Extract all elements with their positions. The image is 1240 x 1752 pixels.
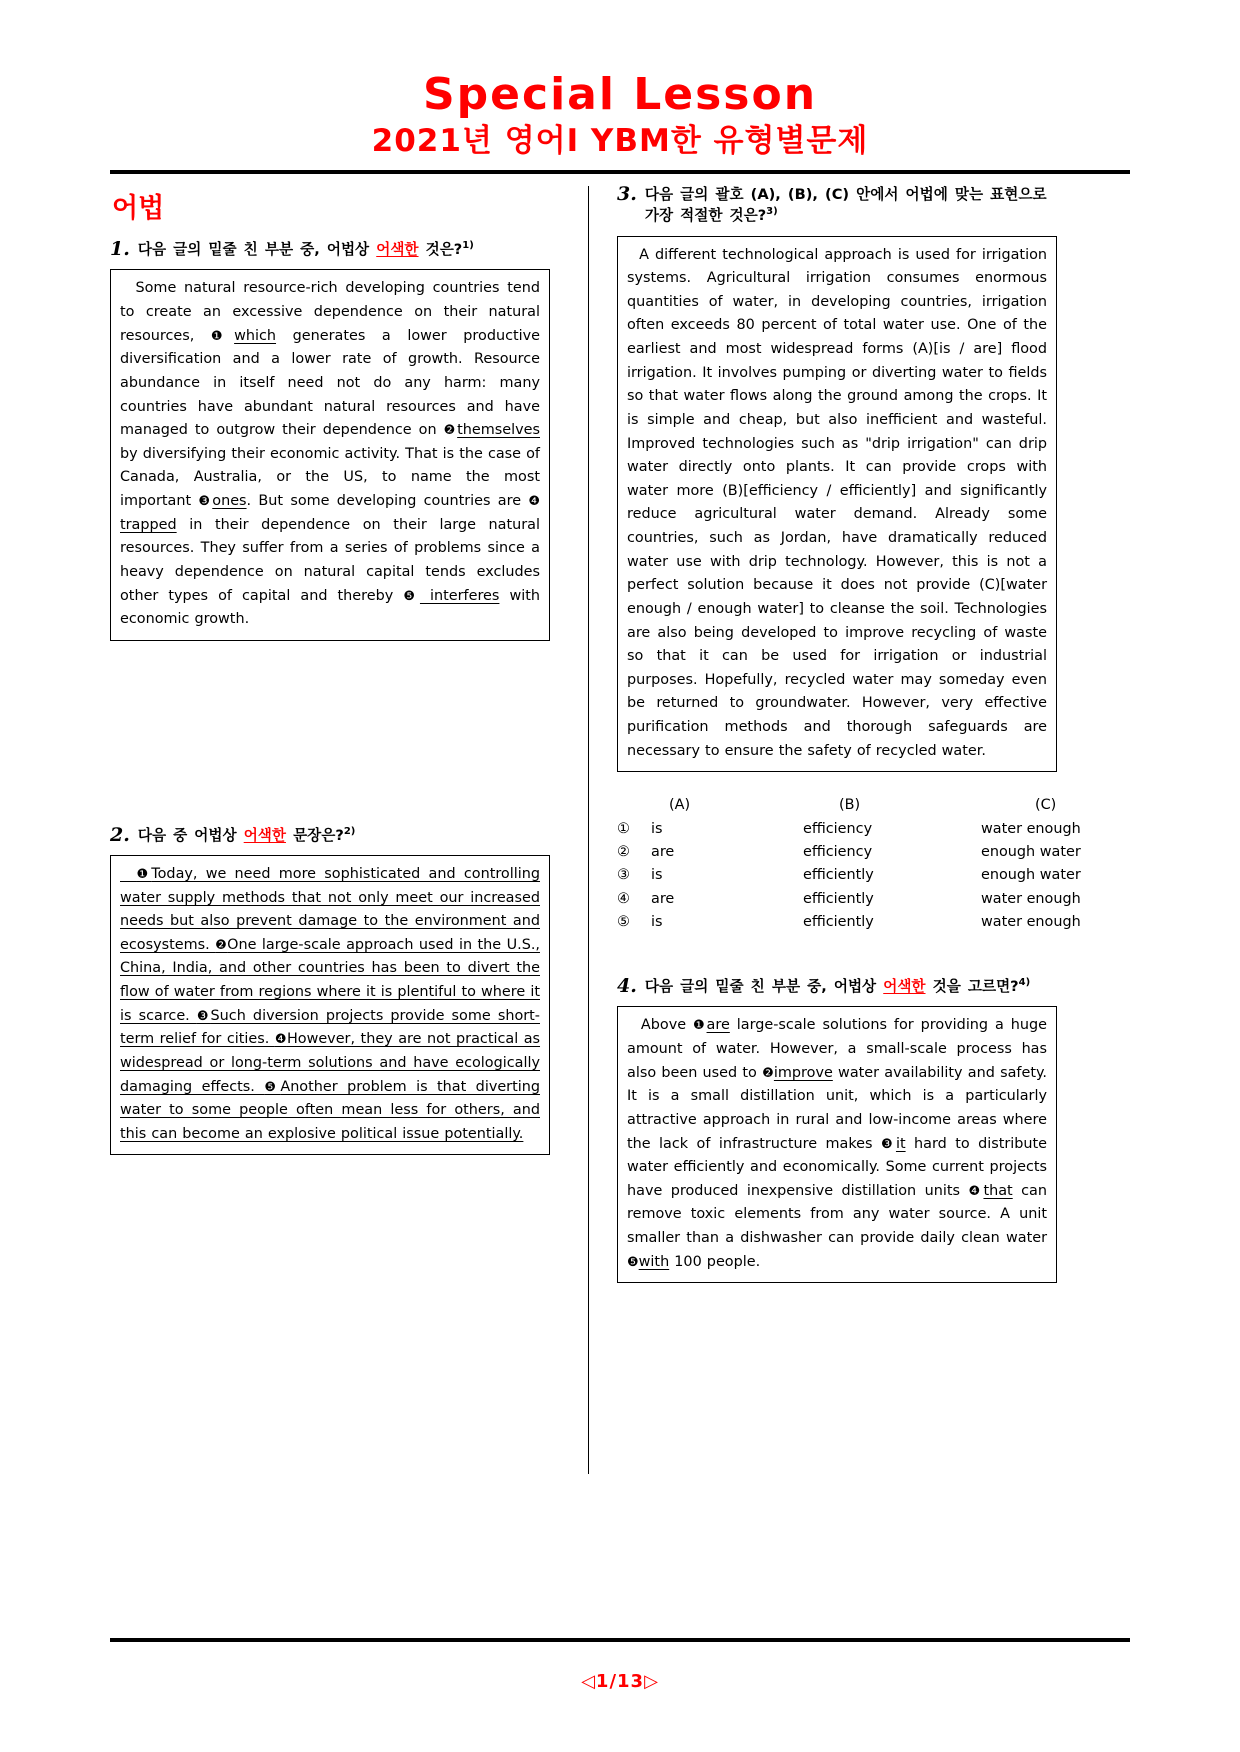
choice-marker: ❷ [762,1065,774,1081]
choice-marker: ❸ [198,494,213,510]
question-1-passage [110,269,550,640]
choice-header-b: (B) [839,797,861,814]
choice-value-a: is [651,820,663,837]
question-2-prompt [110,825,550,846]
choice-header-spacer [617,794,651,817]
question-3 [617,183,1081,934]
header-divider [110,170,1130,174]
choice-row[interactable] [617,888,1081,911]
two-column-body [110,184,1130,1474]
choice-value-b: efficiency [803,844,873,860]
q4-prompt-post: 것을 고르면? [925,978,1019,996]
question-2-number: 2. [110,823,130,846]
q1-prompt-highlight: 어색한 [376,241,419,259]
q1-prompt-pre: 다음 글의 밑줄 친 부분 중, 어법상 [137,241,377,259]
question-1-prompt-text [138,239,550,260]
column-divider [588,186,589,1474]
underlined-segment: are [706,1017,730,1034]
choice-marker: ❶ [693,1018,707,1034]
passage-text: Above [640,1017,694,1034]
choice-value-a: are [651,890,675,907]
choice-value-c: water enough [981,820,1081,837]
choice-rows [617,818,1081,935]
q2-prompt-post: 문장은? [285,826,344,844]
choice-index: ③ [617,867,630,884]
choice-value-b: efficiency [803,820,873,837]
document-title: Special Lesson [422,69,818,120]
choice-value-c: enough water [981,867,1081,884]
choice-index: ④ [617,890,630,907]
passage-text: with economic growth. [120,587,541,628]
passage-text: Such diversion projects provide some short-term relief for cities. [120,1007,540,1048]
q3-prompt-pre: 다음 글의 괄호 (A), (B), (C) 안에서 어법에 맞는 표현으로 가장 적절한 것은? [644,186,1047,225]
choice-header-row [617,794,1057,817]
passage-text: hard to distribute water efficiently and economically. Some current projects have produced inexpensive distillation units [627,1135,1048,1199]
underlined-segment: which [234,327,277,344]
underlined-segment: that [983,1182,1013,1199]
passage-text: in their dependence on their large natural resources. They suffer from a series of problems since a heavy dependence on natural capital tends excludes other types of capital and thereby [120,516,540,604]
choice-value-b: efficiently [803,913,874,930]
underlined-segment: it [895,1135,906,1152]
question-1-prompt [110,239,550,260]
question-1-number: 1. [110,238,130,261]
choice-header-c: (C) [1035,797,1057,814]
question-2-passage [110,855,550,1156]
choice-marker: ❹ [968,1183,984,1199]
passage-text: One large-scale approach used in the U.S., China, India, and other countries has been to divert the flow of water from regions where it is plentiful to where it is scarce. [120,936,540,1024]
footer-divider [110,1638,1130,1642]
choice-value-b: efficiently [803,890,874,907]
left-column-spacer [110,649,550,825]
question-3-prompt [617,184,1057,226]
passage-text: Another problem is that diverting water to some people often mean less for others, and this can become an explosive political issue potentially. [120,1078,540,1142]
document-subtitle: 2021년 영어Ⅰ YBM한 유형별문제 [371,123,869,160]
choice-row[interactable] [617,911,1081,934]
choice-value-c: water enough [981,913,1081,930]
question-2-prompt-text [138,825,550,846]
choice-header-a: (A) [669,797,691,814]
question-1 [110,239,550,641]
q1-prompt-post: 것은? [418,241,463,259]
passage-text: large-scale solutions for providing a huge amount of water. However, a small-scale process has also been used to [627,1017,1048,1081]
passage-text: 100 people. [669,1253,761,1270]
question-4-prompt [617,976,1057,997]
choice-marker: ❶ [210,328,235,344]
q3-footnote: 3) [766,206,778,218]
passage-text: Today, we need more sophisticated and controlling water supply methods that not only meet our increased needs but also prevent damage to the environment and ecosystems. [120,865,540,953]
choice-value-a: are [651,844,675,860]
q4-footnote: 4) [1018,977,1031,989]
q2-footnote: 2) [343,825,356,837]
passage-text: . But some developing countries are [246,493,529,510]
question-2 [110,825,550,1156]
question-4-number: 4. [617,975,637,998]
q2-prompt-highlight: 어색한 [243,826,286,844]
question-3-passage [617,236,1057,773]
choice-row[interactable] [617,818,1081,841]
choice-value-c: water enough [981,890,1081,907]
choice-marker: ❺ [264,1079,281,1095]
choice-marker: ❷ [215,937,228,953]
passage-text: generates a lower productive diversification and a lower rate of growth. Resource abundance in itself need not do any harm: many countries have abundant natural resources and have managed to outgrow their dependence on [120,327,541,439]
question-4-prompt-text [645,976,1057,997]
section-heading: 어법 [112,193,165,225]
choice-index: ① [617,820,630,837]
choice-index: ⑤ [617,913,630,930]
question-3-number: 3. [617,183,637,206]
choice-marker: ❸ [196,1008,211,1024]
choice-index: ② [617,844,630,860]
question-4-passage [617,1006,1057,1283]
underlined-segment: with [638,1253,670,1270]
choice-row[interactable] [617,864,1081,887]
q4-prompt-pre: 다음 글의 밑줄 친 부분 중, 어법상 [644,978,884,996]
choice-marker: ❺ [403,588,420,604]
choice-value-c: enough water [981,844,1081,860]
question-3-prompt-text [645,184,1057,226]
passage-text: can remove toxic elements from any water source. A unit smaller than a dishwasher can provide daily clean water [627,1182,1047,1247]
choice-row[interactable] [617,841,1081,864]
passage-text: water availability and safety. It is a small distillation unit, which is a particularly attractive approach in rural and low-income areas where the lack of infrastructure makes [627,1064,1048,1152]
underlined-segment: trapped [120,516,177,533]
question-3-choices [617,794,1081,934]
q2-prompt-pre: 다음 중 어법상 [137,826,244,844]
passage-text: However, they are not practical as widespread or long-term solutions and have ecologically damaging effects. [120,1031,541,1095]
right-column-spacer [617,942,1057,976]
choice-marker: ❷ [443,423,458,439]
left-column [110,184,568,1474]
passage-text: by diversifying their economic activity. That is the case of Canada, Australia, or the US, to name the most important [120,445,540,510]
choice-value-a: is [651,867,663,884]
q4-prompt-highlight: 어색한 [883,978,926,996]
underlined-segment: interferes [419,587,500,604]
right-column [609,183,1081,1474]
question-4 [617,976,1057,1283]
underlined-segment: themselves [457,422,540,439]
choice-marker: ❹ [274,1032,287,1048]
q1-footnote: 1) [462,240,474,252]
choice-marker: ❺ [627,1254,639,1270]
choice-marker: ❹ [528,494,540,510]
choice-marker: ❶ [136,866,152,882]
choice-marker: ❸ [880,1136,896,1152]
passage-text: A different technological approach is used for irrigation systems. Agricultural irrigation consumes enormous quantities of water, in developing countries, irrigation often exceeds 80 percent of total water use. One of the earliest and most widespread forms (A)[is / are] flood irrigation. It involves pumping or diverting water to fields so that water flows along the ground among the crops. It is simple and cheap, but also inefficient and wasteful. Improved technologies such as "drip irrigation" can drip water directly onto plants. It can provide crops with water more (B)[efficiency / efficiently] and significantly reduce agricultural water demand. Already some countries, such as Jordan, have dramatically reduced water use with drip technology. However, this is not a perfect solution because it does not provide (C)[water enough / enough water] to cleanse the soil. Technologies are also being developed to improve recycling of waste so that it can be used for irrigation or industrial purposes. Hopefully, recycled water may someday even be returned to groundwater. However, very effective purification methods and thorough safeguards are necessary to ensure the safety of recycled water. [627,246,1047,759]
underlined-segment: improve [773,1064,833,1081]
page-indicator: ◁1/13▷ [581,1671,659,1692]
passage-text: Some natural resource-rich developing countries tend to create an excessive dependence on their natural resources, [120,280,540,344]
choice-value-b: efficiently [803,867,874,884]
underlined-segment: ones [212,493,247,510]
choice-value-a: is [651,913,663,930]
